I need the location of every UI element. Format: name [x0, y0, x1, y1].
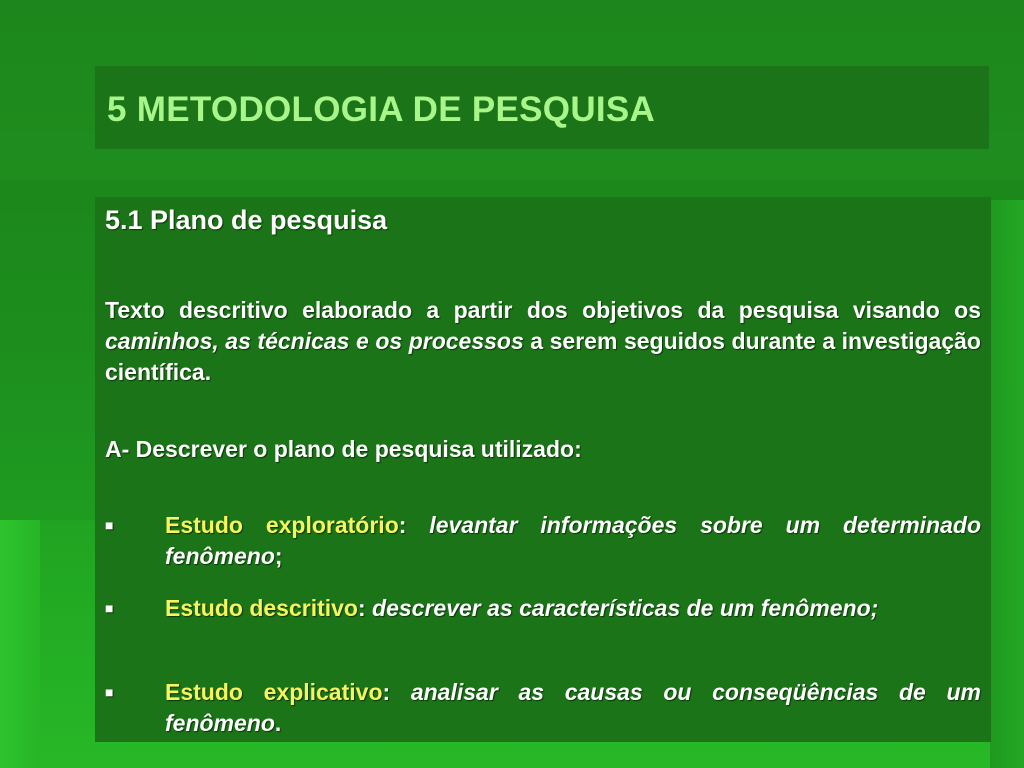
- bullet-item-explicativo: [105, 677, 981, 739]
- bullet-body: [165, 510, 981, 572]
- section-subtitle: 5.1 Plano de pesquisa: [105, 205, 388, 235]
- bullet-separator: :: [382, 679, 391, 705]
- description-text-end: a serem seguidos durante a investigação científica.: [105, 328, 981, 385]
- bullet-term: Estudo exploratório: [165, 512, 399, 538]
- bullet-definition: levantar informações sobre um determinado fenômeno: [165, 512, 981, 569]
- bullet-definition: analisar as causas ou conseqüências de um fenômeno: [165, 679, 981, 736]
- description-emphasis: caminhos, as técnicas e os processos: [105, 328, 524, 354]
- square-bullet-icon: ■: [105, 684, 114, 700]
- slide-title: 5 METODOLOGIA DE PESQUISA: [107, 90, 656, 129]
- square-bullet-icon: ■: [105, 517, 114, 533]
- title-panel: [95, 66, 989, 149]
- bullet-item-descritivo: [105, 593, 981, 624]
- description-paragraph: [105, 295, 981, 388]
- section-label: A- Descrever o plano de pesquisa utilizado:: [105, 436, 582, 462]
- bullet-definition: descrever as características de um fenômeno;: [365, 595, 879, 621]
- bullet-term: Estudo explicativo: [165, 679, 383, 705]
- bullet-separator: :: [398, 512, 407, 538]
- bullet-end: ;: [274, 543, 283, 569]
- bullet-end: .: [274, 710, 282, 736]
- bullet-term: Estudo descritivo: [165, 595, 358, 621]
- bullet-body: [165, 593, 981, 624]
- bullet-body: [165, 677, 981, 739]
- background-accent-right: [990, 200, 1024, 768]
- content-panel: [95, 197, 991, 742]
- square-bullet-icon: ■: [105, 600, 114, 616]
- bullet-item-exploratorio: [105, 510, 981, 572]
- background-accent-left: [0, 520, 40, 768]
- description-text-start: Texto descritivo elaborado a partir dos objetivos da pesquisa visando os: [105, 297, 981, 323]
- bullet-separator: :: [357, 595, 366, 621]
